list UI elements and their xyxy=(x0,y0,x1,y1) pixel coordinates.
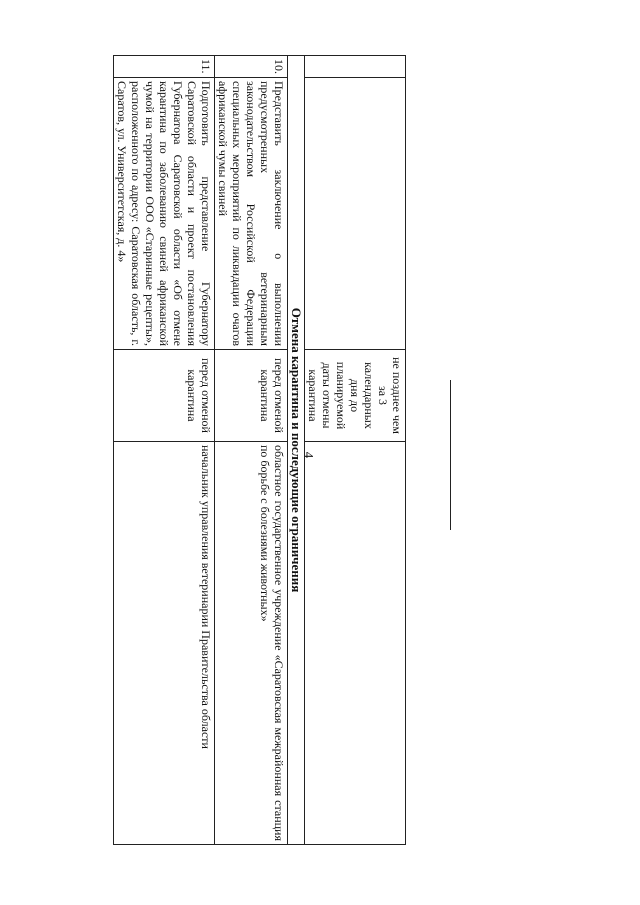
action-text: Подготовить представление Губернатору Саратовской области и проект постановления Губернатора Саратовской области «Об отмене карантина по заболеванию свиней африканской чумой на территории ООО «Старинные рецепты», расположенного по адресу: Саратовская область, г. Саратов, ул. Университетская, д. 4» xyxy=(114,78,215,350)
row-number: 11. xyxy=(114,56,215,78)
responsible-text: областное государственное учреждение «Саратовская межрайонная станция по борьбе с болезнями животных» xyxy=(215,442,288,845)
section-heading: Отмена карантина и последующие ограничения xyxy=(288,56,305,845)
document-table-rotated xyxy=(115,55,406,845)
page-number: 4 xyxy=(301,451,317,459)
row-number: 10. xyxy=(215,56,288,78)
action-text: Представить заключение о выполнении предусмотренных ветеринарным законодательством Российской Федерации специальных мероприятий по ликвидации очагов африканской чумы свиней xyxy=(215,78,288,350)
measures-table xyxy=(113,55,406,845)
responsible-cell xyxy=(301,442,406,845)
table-row xyxy=(305,56,406,845)
term-cell: не позднее чем за 3 календарных дня до планируемой даты отмены карантина xyxy=(305,350,406,442)
responsible-text: начальник управления ветеринарии Правительства области xyxy=(114,442,215,845)
term-text: перед отменой карантина xyxy=(114,350,215,442)
table-row xyxy=(215,56,288,845)
num-cell xyxy=(305,56,406,78)
term-text: перед отменой карантина xyxy=(215,350,288,442)
table-row xyxy=(114,56,215,845)
action-cell xyxy=(305,78,406,350)
section-heading-row xyxy=(288,56,305,845)
signature-line xyxy=(450,380,451,530)
